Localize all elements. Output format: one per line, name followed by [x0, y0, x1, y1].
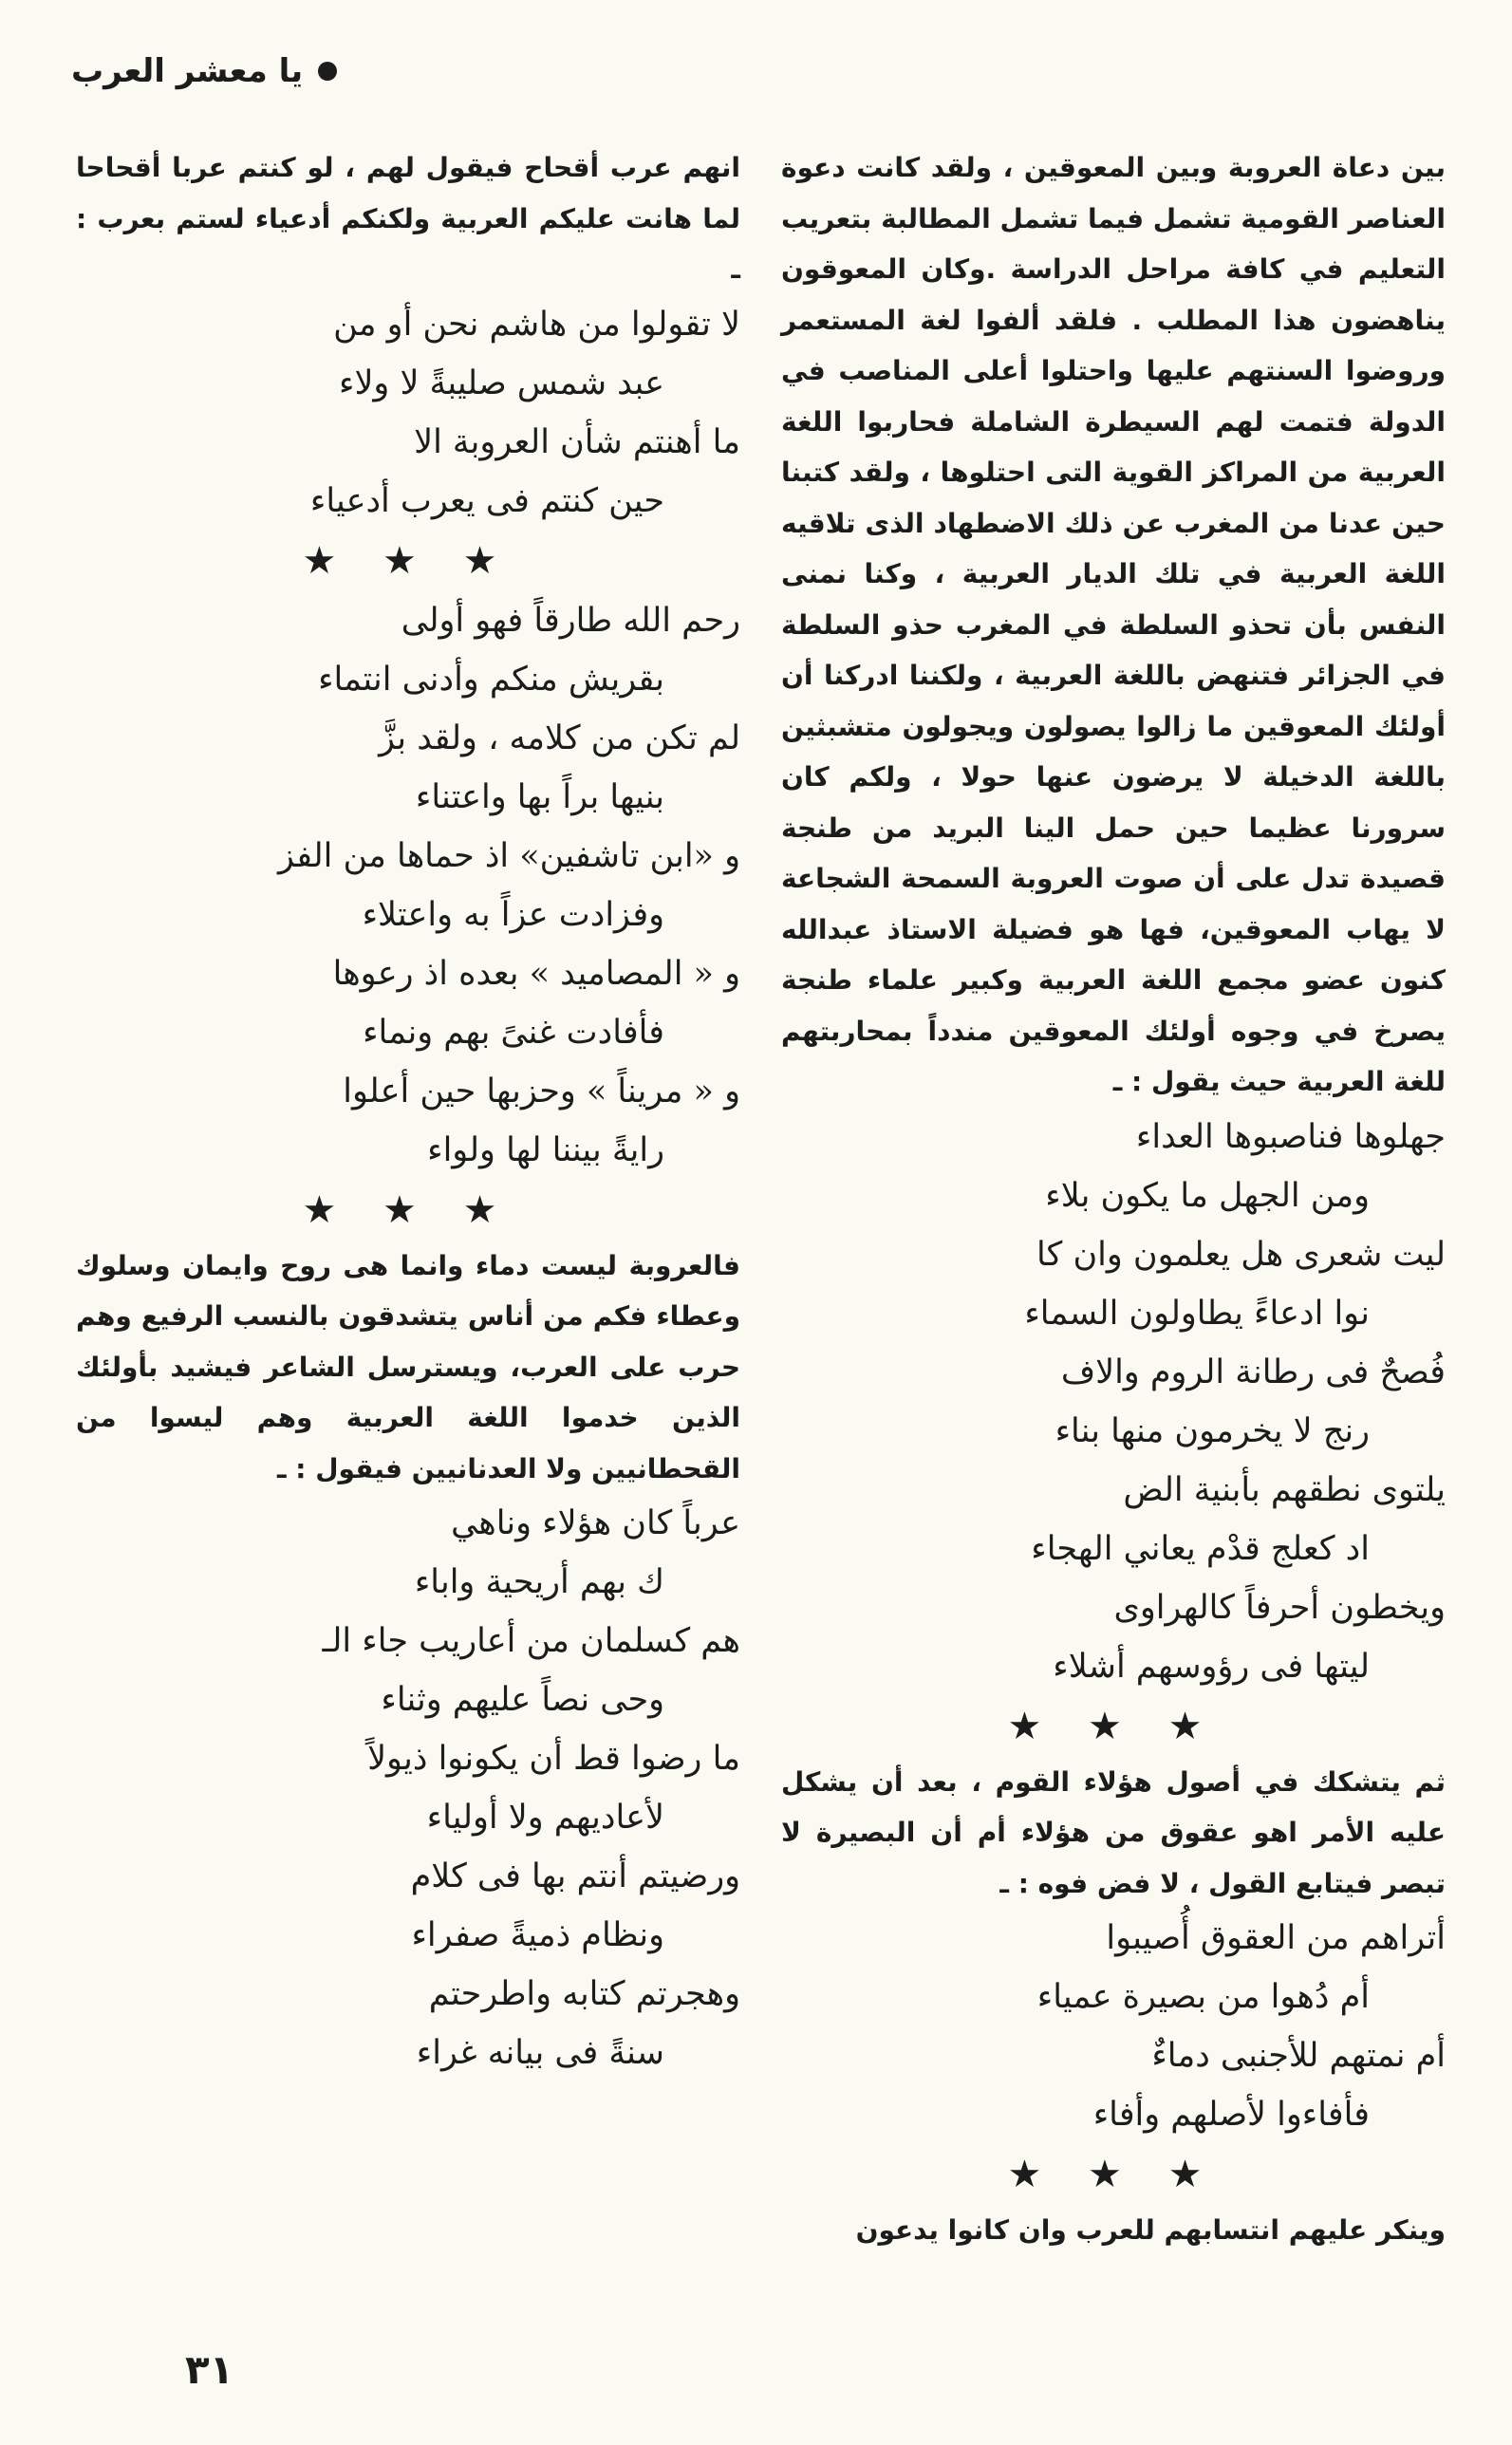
verse-second-half: ليتها فى رؤوسهم أشلاء: [1053, 1647, 1370, 1686]
header-title: يا معشر العرب: [71, 52, 304, 90]
verse-second-half: سنةً فى بيانه غراء: [416, 2034, 664, 2072]
section-divider: ★ ★ ★: [302, 1187, 514, 1232]
page-number: ٣١: [185, 2346, 234, 2393]
bullet-icon: [318, 62, 337, 81]
verse-first-half: لم تكن من كلامه ، ولقد بزَّ: [379, 719, 740, 757]
verse-first-half: فُصحٌ فى رطانة الروم والاف: [1060, 1353, 1446, 1391]
verse: [76, 1847, 740, 1965]
verse-first-half: و «ابن تاشفين» اذ حماها من الفز: [278, 836, 740, 875]
verse-second-half: نوا ادعاءً يطاولون السماء: [1024, 1294, 1370, 1333]
verse: [781, 1225, 1446, 1343]
verse-first-half: أم نمتهم للأجنبى دماءٌ: [1151, 2037, 1446, 2075]
verse: [76, 295, 740, 413]
verse-second-half: ك بهم أريحية واباء: [414, 1563, 664, 1601]
verse-second-half: بقريش منكم وأدنى انتماء: [318, 660, 664, 699]
poem-block: [76, 591, 740, 1180]
verse-first-half: جهلوها فناصبوها العداء: [1135, 1117, 1446, 1156]
verse: [781, 1108, 1446, 1225]
verse-second-half: اد كعلج قدْم يعاني الهجاء: [1031, 1529, 1370, 1568]
verse: [76, 827, 740, 944]
verse-first-half: ما رضوا قط أن يكونوا ذيولاً: [367, 1740, 740, 1778]
verse-first-half: رحم الله طارقاً فهو أولى: [401, 601, 740, 640]
verse-second-half: وفزادت عزاً به واعتلاء: [362, 895, 664, 934]
verse: [76, 413, 740, 531]
paragraph: وينكر عليهم انتسابهم للعرب وان كانوا يدعون: [855, 2214, 1446, 2246]
paragraph: بين دعاة العروبة وبين المعوقين ، ولقد كانت دعوة العناصر القومية تشمل فيما تشمل المطالبة بتعريب التعليم في كافة مراحل الدراسة .وكان المعوقون يناهضون هذا المطلب . فلقد ألفوا لغة المستعمر وروضوا السنتهم عليها واحتلوا أعلى المناصب في الدولة فتمت لهم السيطرة الشاملة فحاربوا اللغة العربية من المراكز القوية التى احتلوها ، ولقد كتبنا حين عدنا من المغرب عن ذلك الاضطهاد الذى تلاقيه اللغة العربية في تلك الديار العربية ، وكنا نمنى النفس بأن تحذو السلطة في المغرب حذو السلطة في الجزائر فتنهض باللغة العربية ، ولكننا ادركنا أن أولئك المعوقين ما زالوا يصولون ويجولون متشبثين باللغة الدخيلة لا يرضون عنها حولا ، ولكم كان سرورنا عظيما حين حمل الينا البريد من طنجة قصيدة تدل على أن صوت العروبة السمحة الشجاعة لا يهاب المعوقين، فها هو فضيلة الاستاذ عبدالله كنون عضو مجمع اللغة العربية وكبير علماء طنجة يصرخ في وجوه أولئك المعوقين مندداً بمحاربتهم للغة العربية حيث يقول : ـ: [781, 152, 1446, 1097]
verse: [781, 1578, 1446, 1696]
verse: [76, 944, 740, 1062]
verse: [76, 1494, 740, 1612]
verse-second-half: رايةً بيننا لها ولواء: [427, 1130, 664, 1169]
poem-block: [76, 295, 740, 531]
running-header: [71, 52, 337, 90]
verse-first-half: وهجرتم كتابه واطرحتم: [428, 1975, 740, 2013]
verse: [76, 1729, 740, 1847]
paragraph: انهم عرب أقحاح فيقول لهم ، لو كنتم عربا أقحاحا لما هانت عليكم العربية ولكنكم أدعياء لستم بعرب : ـ: [76, 152, 740, 285]
right-column: [781, 142, 1446, 2256]
verse-second-half: بنيها براً بها واعتناء: [415, 777, 664, 816]
verse: [76, 1965, 740, 2082]
verse-first-half: و « مريناً » وحزبها حين أعلوا: [343, 1072, 740, 1111]
verse-first-half: لا تقولوا من هاشم نحن أو من: [333, 305, 740, 344]
verse-first-half: و « المصاميد » بعده اذ رعوها: [332, 954, 740, 993]
verse: [781, 1909, 1446, 2026]
verse-second-half: ومن الجهل ما يكون بلاء: [1045, 1176, 1370, 1215]
verse-first-half: ما أهنتم شأن العروبة الا: [414, 422, 740, 461]
paragraph: ثم يتشكك في أصول هؤلاء القوم ، بعد أن يشكل عليه الأمر اهو عقوق من هؤلاء أم أن البصيرة لا تبصر فيتابع القول ، لا فض فوه : ـ: [781, 1765, 1446, 1899]
verse-first-half: ورضيتم أنتم بها فى كلام: [410, 1857, 740, 1895]
section-divider: ★ ★ ★: [1007, 2153, 1220, 2196]
verse-second-half: رنج لا يخرمون منها بناء: [1055, 1411, 1370, 1450]
section-divider: ★ ★ ★: [302, 538, 514, 583]
verse: [76, 1062, 740, 1180]
verse-first-half: عرباً كان هؤلاء وناهي: [451, 1504, 740, 1542]
verse: [781, 1461, 1446, 1578]
verse: [781, 2026, 1446, 2144]
verse: [76, 591, 740, 709]
verse-second-half: وحى نصاً عليهم وثناء: [381, 1681, 664, 1719]
left-column: [76, 142, 740, 2082]
verse-second-half: عبد شمس صليبةً لا ولاء: [339, 364, 664, 402]
verse-second-half: ونظام ذميةً صفراء: [411, 1916, 664, 1954]
verse-second-half: أم دُهوا من بصيرة عمياء: [1036, 1978, 1370, 2016]
verse-first-half: هم كسلمان من أعاريب جاء الـ: [322, 1622, 740, 1660]
paragraph: فالعروبة ليست دماء وانما هى روح وايمان وسلوك وعطاء فكم من أناس يتشدقون بالنسب الرفيع وهم حرب على العرب، ويسترسل الشاعر فيشيد بأولئك الذين خدموا اللغة العربية وهم ليسوا من القحطانيين ولا العدنانيين فيقول : ـ: [76, 1249, 740, 1484]
verse-first-half: ويخطون أحرفاً كالهراوى: [1113, 1588, 1446, 1627]
verse-first-half: يلتوى نطقهم بأبنية الض: [1123, 1470, 1446, 1509]
verse: [781, 1343, 1446, 1461]
verse-first-half: ليت شعرى هل يعلمون وان كا: [1036, 1235, 1446, 1274]
verse-first-half: أتراهم من العقوق أُصيبوا: [1106, 1919, 1446, 1957]
poem-block: [76, 1494, 740, 2082]
verse-second-half: فأفاءوا لأصلهم وأفاء: [1092, 2096, 1370, 2134]
section-divider: ★ ★ ★: [1007, 1704, 1220, 1748]
verse-second-half: حين كنتم فى يعرب أدعياء: [309, 481, 664, 520]
verse-second-half: فأفادت غنىً بهم ونماء: [363, 1013, 664, 1052]
verse: [76, 1612, 740, 1729]
verse: [76, 709, 740, 827]
poem-block: [781, 1909, 1446, 2144]
poem-block: [781, 1108, 1446, 1696]
verse-second-half: لأعاديهم ولا أولياء: [426, 1799, 664, 1837]
